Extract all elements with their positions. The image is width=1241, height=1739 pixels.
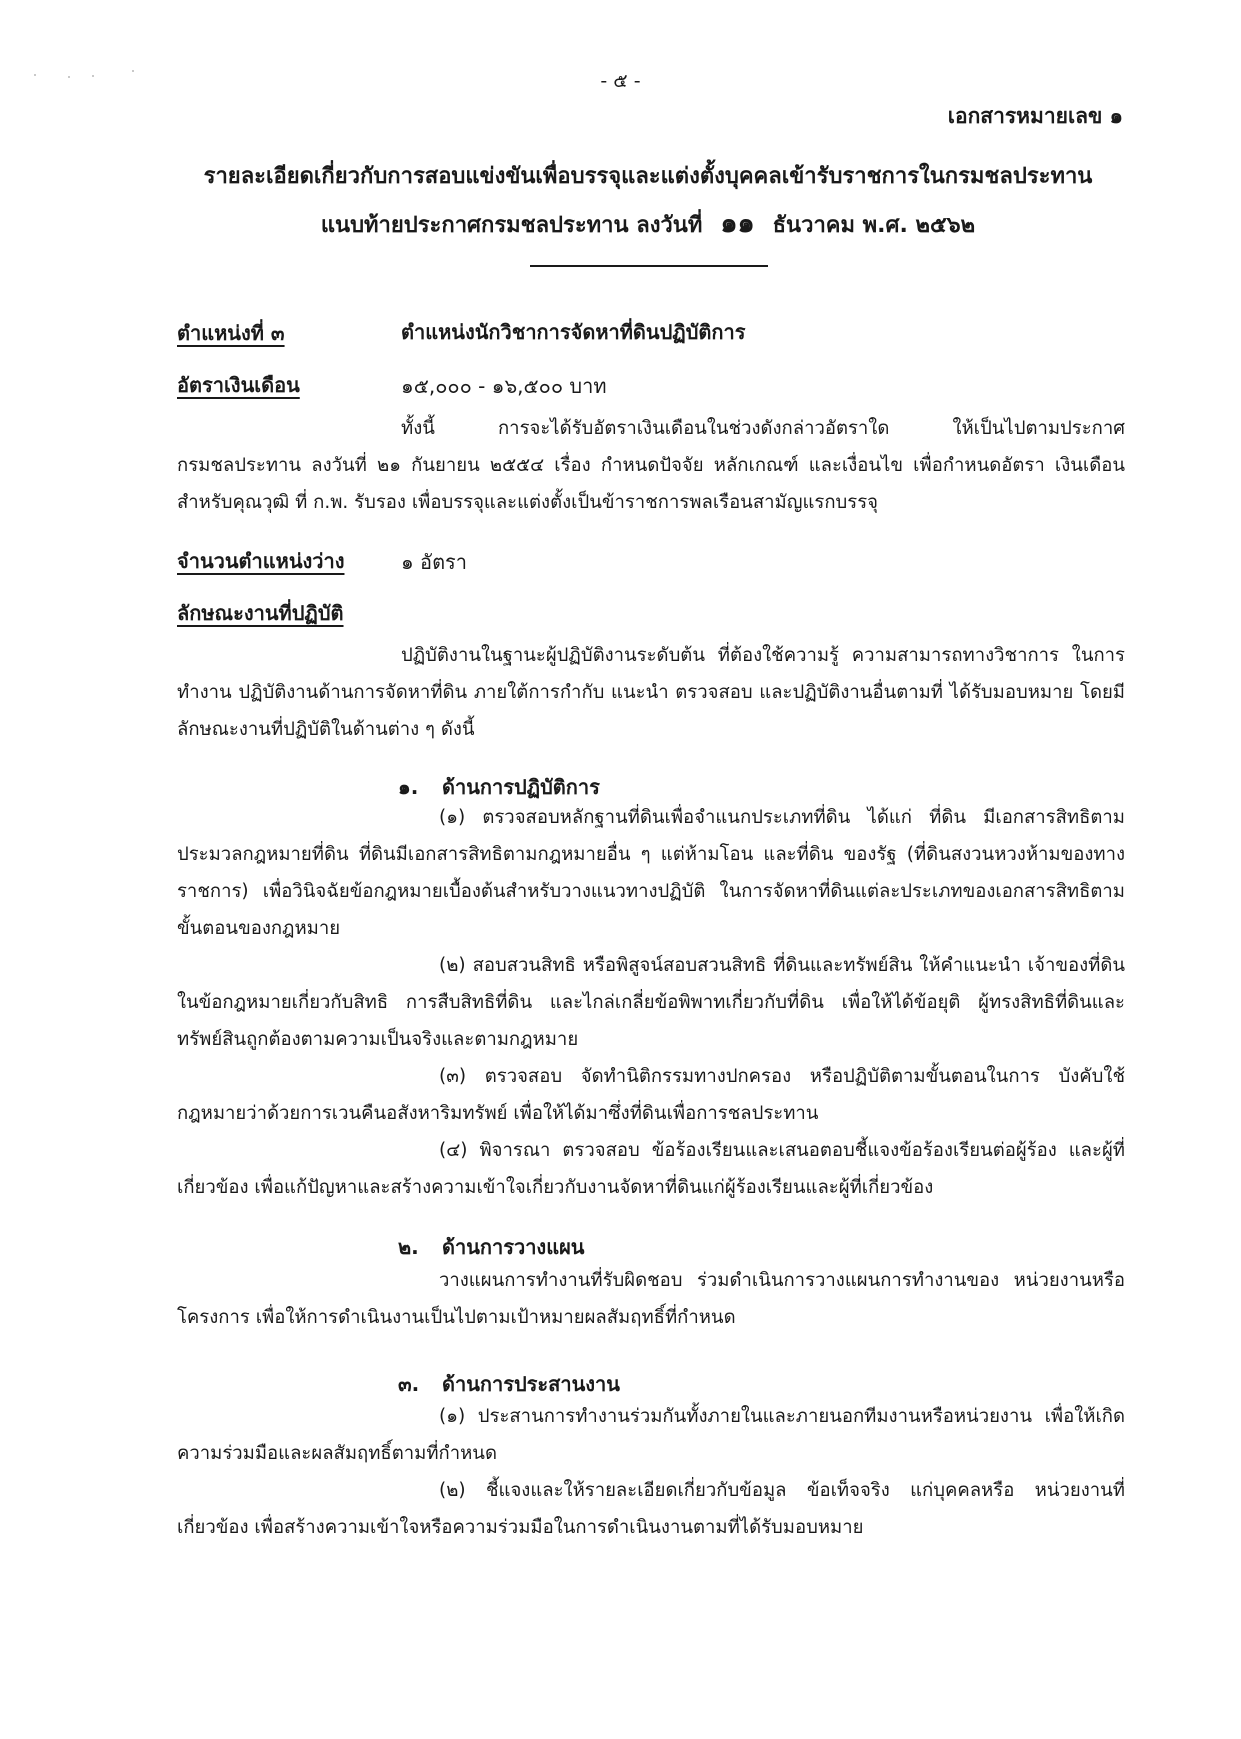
title-suffix: ธันวาคม พ.ศ. ๒๕๖๒ [772,213,976,238]
operations-item-1: (๑) ตรวจสอบหลักฐานที่ดินเพื่อจำแนกประเภทที่ดิน ได้แก่ ที่ดิน มีเอกสารสิทธิตามประมวลกฎหมายที่ดิน ที่ดินมีเอกสารสิทธิตามกฎหมายอื่น ๆ แต่ห้ามโอน และที่ดิน ของรัฐ (ที่ดินสงวนหวงห้ามของทางราชการ) เพื่อวินิจฉัยข้อกฎหมายเบื้องต้นสำหรับวางแนวทางปฏิบัติ ในการจัดหาที่ดินแต่ละประเภทของเอกสารสิทธิตามขั้นตอนของกฎหมาย [177,807,1125,939]
salary-note: ทั้งนี้ การจะได้รับอัตราเงินเดือนในช่วงดังกล่าวอัตราใด ให้เป็นไปตามประกาศ กรมชลประทาน ลงวันที่ ๒๑ กันยายน ๒๕๕๔ เรื่อง กำหนดปัจจัย หลักเกณฑ์ และเงื่อนไข เพื่อกำหนดอัตรา เงินเดือนสำหรับคุณวุฒิ ที่ ก.พ. รับรอง เพื่อบรรจุและแต่งตั้งเป็นข้าราชการพลเรือนสามัญแรกบรรจุ [177,418,1125,513]
page-number: - ๕ - [600,70,641,92]
vacancy-label: จำนวนตำแหน่งว่าง [177,549,345,573]
section-number: ๓. [398,1372,420,1396]
document-title-line-2 [0,201,1241,244]
section-coordination [398,1368,620,1400]
section-title: ด้านการประสานงาน [442,1372,620,1396]
coordination-item-1: (๑) ประสานการทำงานร่วมกันทั้งภายในและภายนอกทีมงานหรือหน่วยงาน เพื่อให้เกิดความร่วมมือและผลสัมฤทธิ์ตามที่กำหนด [177,1406,1125,1464]
coordination-item-2: (๒) ชี้แจงและให้รายละเอียดเกี่ยวกับข้อมูล ข้อเท็จจริง แก่บุคคลหรือ หน่วยงานที่เกี่ยวข้อง เพื่อสร้างความเข้าใจหรือความร่วมมือในการดำเนินงานตามที่ได้รับมอบหมาย [177,1480,1125,1538]
operations-item-4: (๔) พิจารณา ตรวจสอบ ข้อร้องเรียนและเสนอตอบชี้แจงข้อร้องเรียนต่อผู้ร้อง และผู้ที่เกี่ยวข้อง เพื่อแก้ปัญหาและสร้างความเข้าใจเกี่ยวกับงานจัดหาที่ดินแก่ผู้ร้องเรียนและผู้ที่เกี่ยวข้อง [177,1140,1125,1198]
document-number: เอกสารหมายเลข ๑ [947,104,1123,128]
operations-item-2: (๒) สอบสวนสิทธิ หรือพิสูจน์สอบสวนสิทธิ ที่ดินและทรัพย์สิน ให้คำแนะนำ เจ้าของที่ดินในข้อกฎหมายเกี่ยวกับสิทธิ การสืบสิทธิที่ดิน และไกล่เกลี่ยข้อพิพาทเกี่ยวกับที่ดิน เพื่อให้ได้ข้อยุติ ผู้ทรงสิทธิที่ดินและทรัพย์สินถูกต้องตามความเป็นจริงและตามกฎหมาย [177,955,1125,1050]
announcement-day: ๑๑ [720,208,755,239]
section-title: ด้านการวางแผน [442,1235,585,1259]
operations-item-3: (๓) ตรวจสอบ จัดทำนิติกรรมทางปกครอง หรือปฏิบัติตามขั้นตอนในการ บังคับใช้กฎหมายว่าด้วยการเวนคืนอสังหาริมทรัพย์ เพื่อให้ได้มาซึ่งที่ดินเพื่อการชลประทาน [177,1066,1125,1124]
title-divider [530,265,768,267]
salary-label: อัตราเงินเดือน [177,373,300,397]
vacancy-value: ๑ อัตรา [401,550,468,574]
section-number: ๑. [398,775,419,799]
planning-item-1: วางแผนการทำงานที่รับผิดชอบ ร่วมดำเนินการวางแผนการทำงานของ หน่วยงานหรือโครงการ เพื่อให้การดำเนินงานเป็นไปตามเป้าหมายผลสัมฤทธิ์ที่กำหนด [177,1270,1125,1328]
position-label: ตำแหน่งที่ ๓ [177,321,285,345]
duties-label: ลักษณะงานที่ปฏิบัติ [177,601,344,625]
document-title-line-1: รายละเอียดเกี่ยวกับการสอบแข่งขันเพื่อบรรจุและแต่งตั้งบุคคลเข้ารับราชการในกรมชลประทาน [203,164,1093,189]
title-prefix: แนบท้ายประกาศกรมชลประทาน ลงวันที่ [320,213,703,238]
section-number: ๒. [398,1235,419,1259]
section-title: ด้านการปฏิบัติการ [442,775,600,799]
salary-value: ๑๕,๐๐๐ - ๑๖,๕๐๐ บาท [401,374,607,398]
section-planning [398,1231,584,1263]
duties-intro: ปฏิบัติงานในฐานะผู้ปฏิบัติงานระดับต้น ที่ต้องใช้ความรู้ ความสามารถทางวิชาการ ในการทำงาน ปฏิบัติงานด้านการจัดหาที่ดิน ภายใต้การกำกับ แนะนำ ตรวจสอบ และปฏิบัติงานอื่นตามที่ ได้รับมอบหมาย โดยมีลักษณะงานที่ปฏิบัติในด้านต่าง ๆ ดังนี้ [177,645,1125,740]
position-value: ตำแหน่งนักวิชาการจัดหาที่ดินปฏิบัติการ [401,320,746,344]
